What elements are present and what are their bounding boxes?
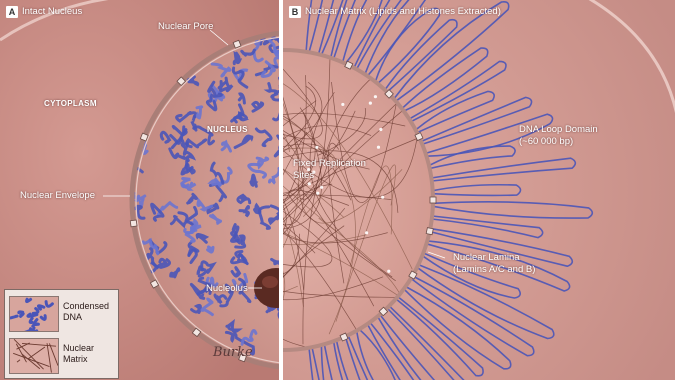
legend	[4, 289, 119, 379]
legend-label-dna-line1: Condensed	[63, 301, 110, 311]
dna-swatch-fiber	[27, 299, 31, 301]
replication-site	[316, 192, 319, 195]
dna-fiber	[159, 259, 170, 267]
label-fixed-replication-line1: Fixed Replication	[293, 158, 366, 169]
replication-site	[308, 182, 311, 185]
dna-swatch-fiber	[30, 318, 32, 322]
matrix-swatch-fiber	[17, 360, 20, 362]
dna-swatch-graphic	[10, 297, 58, 331]
dna-swatch-fiber	[34, 320, 37, 325]
label-dna-loop-line1: DNA Loop Domain	[519, 124, 598, 135]
replication-site	[379, 128, 382, 131]
label-cytoplasm: CYTOPLASM	[44, 99, 97, 108]
panel-a-letter: A	[6, 6, 18, 18]
legend-label-dna	[63, 301, 109, 323]
panel-b-nuclear-matrix	[283, 0, 675, 380]
panel-b-letter: B	[289, 6, 301, 18]
dna-swatch-fiber	[41, 316, 45, 320]
legend-label-matrix	[63, 343, 94, 365]
dna-swatch-fiber	[21, 314, 24, 317]
dna-swatch-fiber	[38, 306, 43, 309]
legend-label-dna-line2: DNA	[63, 312, 83, 322]
label-nuclear-envelope: Nuclear Envelope	[20, 190, 95, 201]
replication-site	[387, 270, 390, 273]
dna-swatch-fiber	[28, 314, 37, 316]
dna-fiber	[197, 107, 202, 118]
replication-site	[381, 196, 384, 199]
dna-swatch-fiber	[24, 329, 31, 331]
dna-swatch-fiber	[46, 302, 52, 307]
replication-site	[369, 102, 372, 105]
replication-site	[320, 186, 323, 189]
replication-site	[374, 95, 377, 98]
matrix-swatch-fiber	[13, 353, 49, 366]
matrix-swatch-graphic	[10, 339, 58, 373]
matrix-swatch-fiber	[49, 343, 58, 365]
replication-site	[341, 103, 344, 106]
dna-swatch-fiber	[33, 328, 37, 331]
dna-fiber	[208, 247, 213, 252]
label-nuclear-pore: Nuclear Pore	[158, 21, 214, 32]
panel-a-title: Intact Nucleus	[22, 6, 83, 17]
legend-swatch-dna	[9, 296, 59, 332]
lamina-pore	[430, 197, 436, 203]
label-nuclear-lamina-line1: Nuclear Lamina	[453, 252, 520, 263]
lamina-pore	[426, 228, 433, 235]
dna-swatch-fiber	[33, 309, 38, 314]
label-dna-loop-line2: (~60 000 bp)	[519, 136, 574, 147]
artist-signature: Burke	[213, 345, 253, 360]
nucleolus-highlight	[262, 276, 278, 288]
matrix-swatch-fiber	[28, 347, 45, 359]
legend-swatch-matrix	[9, 338, 59, 374]
replication-site	[377, 146, 380, 149]
legend-label-matrix-line1: Nuclear	[63, 343, 95, 353]
nuclear-pore	[130, 220, 137, 227]
panel-b-title: Nuclear Matrix (Lipids and Histones Extracted)	[305, 6, 501, 17]
legend-item-nuclear-matrix	[9, 336, 115, 374]
label-nucleolus: Nucleolus	[206, 283, 248, 294]
legend-item-condensed-dna	[9, 294, 115, 332]
dna-fiber	[234, 53, 240, 64]
dna-swatch-fiber	[11, 316, 18, 318]
dna-fiber	[251, 175, 256, 186]
label-fixed-replication-line2: Sites	[293, 170, 315, 181]
dna-swatch-fiber	[19, 312, 23, 313]
panel-b-illustration	[283, 0, 675, 380]
label-nuclear-lamina-line2: (Lamins A/C and B)	[453, 264, 536, 275]
legend-label-matrix-line2: Matrix	[63, 354, 88, 364]
label-nucleus: NUCLEUS	[207, 125, 248, 134]
replication-site	[365, 231, 368, 234]
replication-site	[315, 146, 318, 149]
